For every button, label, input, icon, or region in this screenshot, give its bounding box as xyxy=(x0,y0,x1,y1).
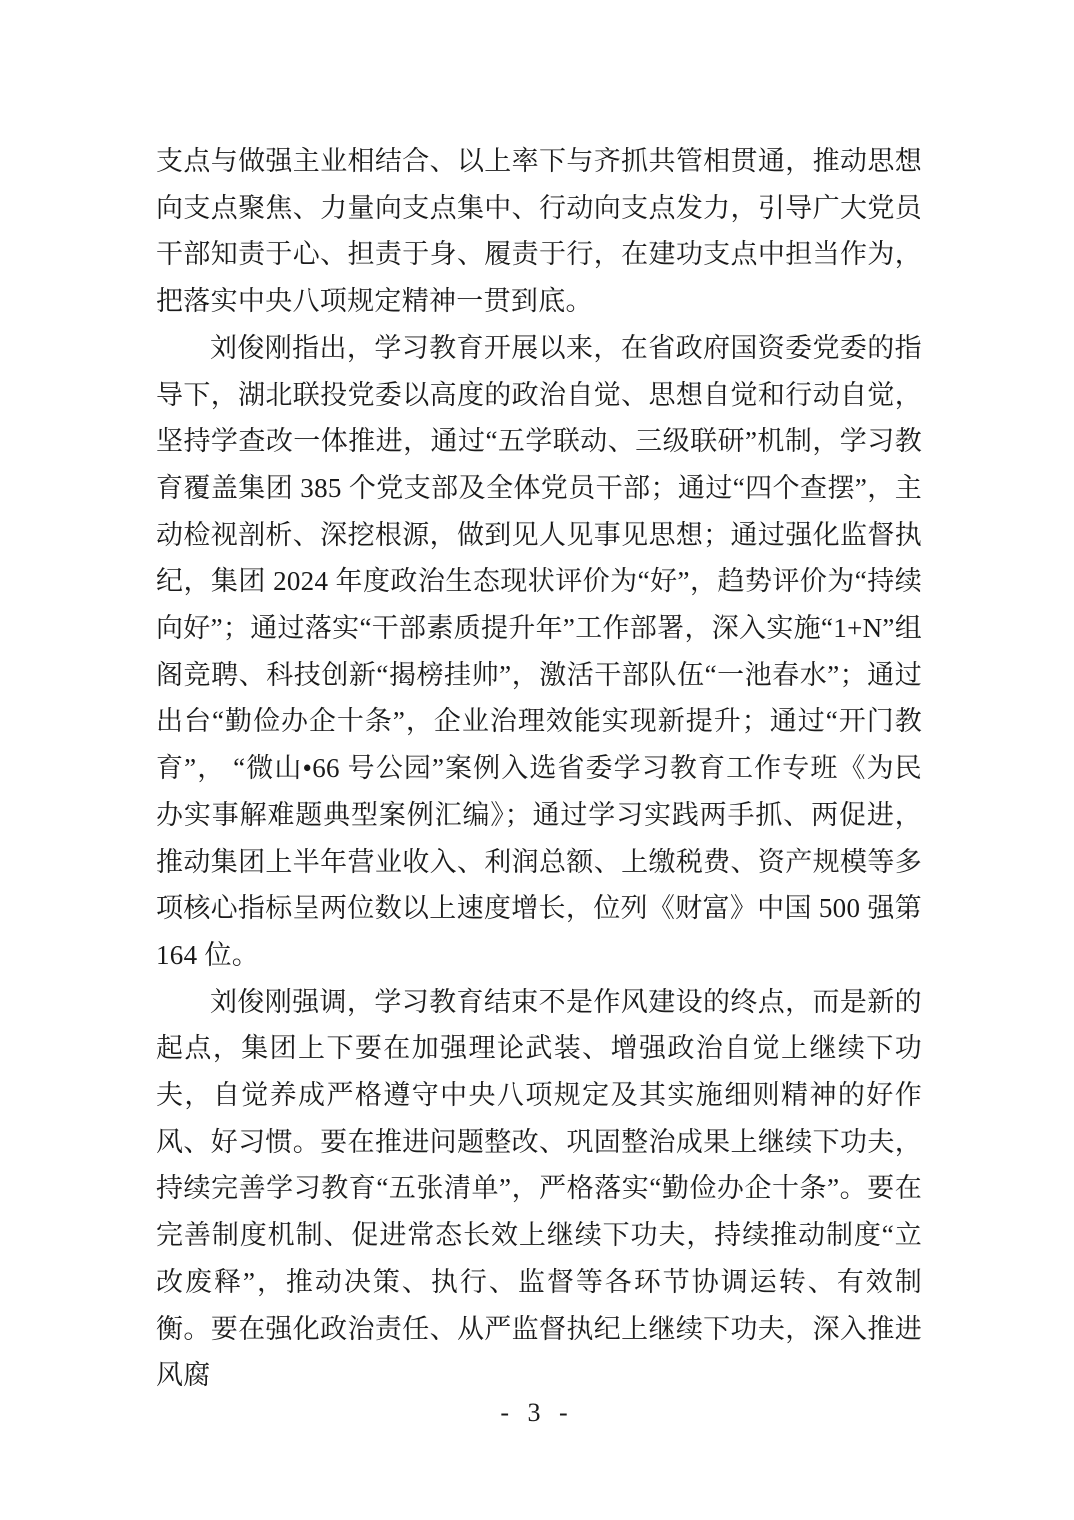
body-paragraph-liu-jungang-emphasizes: 刘俊刚强调，学习教育结束不是作风建设的终点，而是新的起点，集团上下要在加强理论武装、增强政治自觉上继续下功夫，自觉养成严格遵守中央八项规定及其实施细则精神的好作风、好习惯。要在推进问题整改、巩固整治成果上继续下功夫，持续完善学习教育“五张清单”，严格落实“勤俭办企十条”。要在完善制度机制、促进常态长效上继续下功夫，持续推动制度“立改废释”，推动决策、执行、监督等各环节协调运转、有效制衡。要在强化政治责任、从严监督执纪上继续下功夫，深入推进风腐 xyxy=(156,986,922,1391)
page-number: - 3 - xyxy=(500,1398,574,1427)
body-paragraph-continuation: 支点与做强主业相结合、以上率下与齐抓共管相贯通，推动思想向支点聚焦、力量向支点集中、行动向支点发力，引导广大党员干部知责于心、担责于身、履责于行，在建功支点中担当作为，把落实中央八项规定精神一贯到底。 xyxy=(156,146,922,317)
body-paragraph-liu-jungang-points-out: 刘俊刚指出，学习教育开展以来，在省政府国资委党委的指导下，湖北联投党委以高度的政治自觉、思想自觉和行动自觉，坚持学查改一体推进，通过“五学联动、三级联研”机制，学习教育覆盖集团 385 个党支部及全体党员干部；通过“四个查摆”，主动检视剖析、深挖根源，做到见人见事见思想；通过强化监督执纪，集团 2024 年度政治生态现状评价为“好”，趋势评价为“持续向好”；通过落实“干部素质提升年”工作部署，深入实施“1+N”组阁竞聘、科技创新“揭榜挂帅”，激活干部队伍“一池春水”；通过出台“勤俭办企十条”，企业治理效能实现新提升；通过“开门教育”， “微山•66 号公园”案例入选省委学习教育工作专班《为民办实事解难题典型案例汇编》；通过学习实践两手抓、两促进，推动集团上半年营业收入、利润总额、上缴税费、资产规模等多项核心指标呈两位数以上速度增长，位列《财富》中国 500 强第 164 位。 xyxy=(156,332,922,970)
document-body xyxy=(156,138,922,1399)
